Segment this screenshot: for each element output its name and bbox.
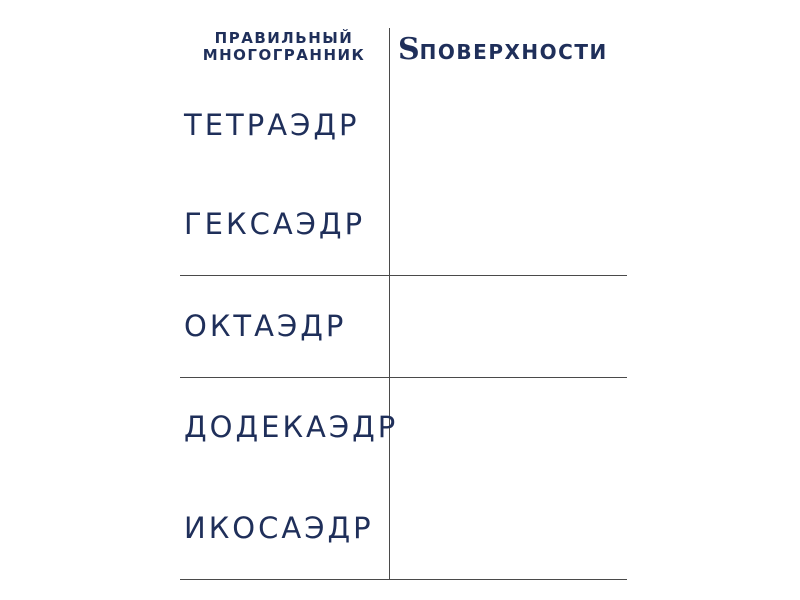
row-divider [180, 377, 627, 378]
row-dodecahedron: ДОДЕКАЭДР [184, 410, 399, 444]
column-divider [389, 28, 390, 580]
header-surface-symbol: S [398, 32, 420, 67]
header-surface-area [398, 30, 608, 70]
row-octahedron: ОКТАЭДР [184, 309, 347, 343]
row-icosahedron: ИКОСАЭДР [184, 511, 374, 545]
row-divider [180, 579, 627, 580]
header-polyhedron-line2: МНОГОГРАННИК [202, 46, 366, 64]
header-surface-word: ПОВЕРХНОСТИ [419, 40, 608, 64]
row-divider [180, 275, 627, 276]
header-polyhedron-line1: ПРАВИЛЬНЫЙ [214, 29, 354, 47]
row-hexahedron: ГЕКСАЭДР [184, 207, 366, 241]
row-tetrahedron: ТЕТРАЭДР [184, 108, 360, 142]
header-polyhedron [180, 30, 388, 64]
